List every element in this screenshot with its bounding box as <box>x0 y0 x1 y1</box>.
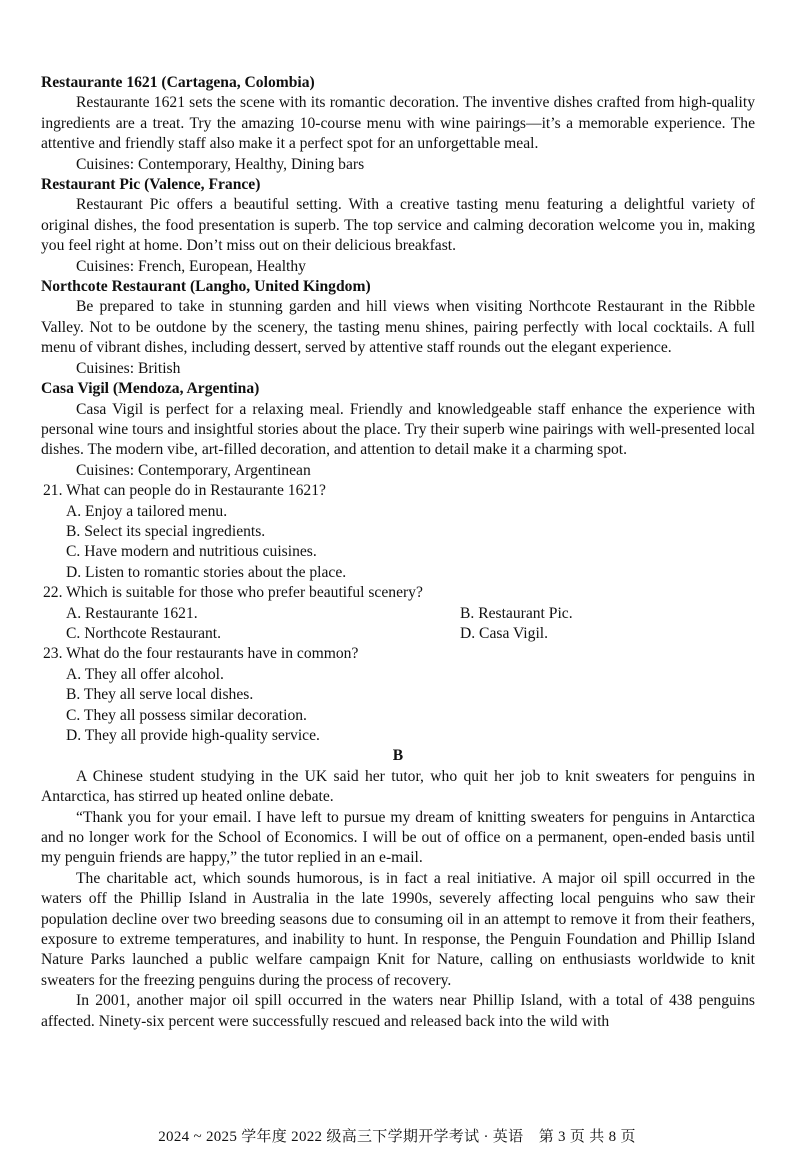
restaurant-entry <box>41 379 755 481</box>
restaurant-description: Restaurant Pic offers a beautiful setting. With a creative tasting menu featuring a delightful variety of original dishes, the food presentation is superb. The top service and calming decoration welcome you in, making you feel right at home. Don’t miss out on their delicious breakfast. <box>41 196 755 255</box>
option-a: A. Restaurante 1621. <box>66 604 198 622</box>
option-a: A. They all offer alcohol. <box>66 665 224 683</box>
restaurant-entry <box>41 277 755 379</box>
restaurant-title: Northcote Restaurant (Langho, United Kingdom) <box>41 278 371 296</box>
restaurant-entry <box>41 73 755 175</box>
restaurant-cuisines: Cuisines: Contemporary, Healthy, Dining bars <box>76 155 365 173</box>
passage-paragraph: A Chinese student studying in the UK said her tutor, who quit her job to knit sweaters for penguins in Antarctica, has stirred up heated online debate. <box>41 767 755 806</box>
restaurant-description: Casa Vigil is perfect for a relaxing meal. Friendly and knowledgeable staff enhance the experience with personal wine tours and insightful stories about the place. Try their superb wine pairings with well-presented local dishes. The modern vibe, art-filled decoration, and attention to detail make it a charming spot. <box>41 400 755 459</box>
restaurant-title: Casa Vigil (Mendoza, Argentina) <box>41 380 260 398</box>
passage-paragraph: In 2001, another major oil spill occurred in the waters near Phillip Island, with a total of 438 penguins affected. Ninety-six percent were successfully rescued and released back into the wild with <box>41 992 755 1030</box>
section-heading: B <box>392 747 404 765</box>
option-c: C. They all possess similar decoration. <box>66 706 307 724</box>
passage-paragraph: The charitable act, which sounds humorous, is in fact a real initiative. A major oil spill occurred in the waters off the Phillip Island in Australia in the late 1990s, severely affecting local penguins who saw their population decline over two breeding seasons due to consuming oil in an attempt to remove it from their feathers, exposure to extreme temperatures, and inability to hunt. In response, the Penguin Foundation and Phillip Island Nature Parks launched a public welfare campaign Knit for Nature, calling on enthusiasts worldwide to knit sweaters for the freezing penguins during the process of recovery. <box>41 869 755 989</box>
question-stem: 21. What can people do in Restaurante 1621? <box>43 482 326 500</box>
option-d: D. Listen to romantic stories about the place. <box>66 563 347 581</box>
restaurant-title: Restaurante 1621 (Cartagena, Colombia) <box>41 74 315 91</box>
option-b: B. Restaurant Pic. <box>460 604 573 622</box>
restaurant-description: Be prepared to take in stunning garden and hill views when visiting Northcote Restaurant in the Ribble Valley. Not to be outdone by the scenery, the tasting menu shines, pairing perfectly with local cocktails. A full menu of vibrant dishes, including dessert, served by attentive staff rounds out the elegant experience. <box>41 298 755 357</box>
question-stem: 23. What do the four restaurants have in common? <box>43 645 359 663</box>
page-content <box>41 73 755 1032</box>
question-22 <box>41 583 755 644</box>
question-23 <box>41 644 755 746</box>
option-b: B. They all serve local dishes. <box>66 686 254 704</box>
restaurant-cuisines: Cuisines: French, European, Healthy <box>76 257 306 275</box>
option-c: C. Northcote Restaurant. <box>66 624 222 642</box>
page-footer: 2024 ~ 2025 学年度 2022 级高三下学期开学考试 · 英语 第 3 页 共 8 页 <box>158 1129 636 1145</box>
option-a: A. Enjoy a tailored menu. <box>66 502 228 520</box>
option-d: D. They all provide high-quality service. <box>66 727 320 744</box>
question-21 <box>41 481 755 583</box>
restaurant-cuisines: Cuisines: Contemporary, Argentinean <box>76 461 311 479</box>
option-d: D. Casa Vigil. <box>460 624 549 642</box>
restaurant-cuisines: Cuisines: British <box>76 359 181 377</box>
restaurant-title: Restaurant Pic (Valence, France) <box>41 176 261 194</box>
option-c: C. Have modern and nutritious cuisines. <box>66 543 317 561</box>
option-b: B. Select its special ingredients. <box>66 522 266 540</box>
question-stem: 22. Which is suitable for those who prefer beautiful scenery? <box>43 584 423 602</box>
passage-paragraph: “Thank you for your email. I have left to pursue my dream of knitting sweaters for penguins in Antarctica and no longer work for the School of Economics. I will be out of office on a permanent, open-ended basis until my penguin friends are happy,” the tutor replied in an e-mail. <box>41 808 755 867</box>
restaurant-description: Restaurante 1621 sets the scene with its romantic decoration. The inventive dishes crafted from high-quality ingredients are a treat. Try the amazing 10-course menu with wine pairings—it’s a memorable experience. The attentive and friendly staff also make it a perfect spot for an unforgettable meal. <box>41 94 755 153</box>
option-row <box>41 604 755 624</box>
option-row <box>41 624 755 644</box>
restaurant-entry <box>41 175 755 277</box>
